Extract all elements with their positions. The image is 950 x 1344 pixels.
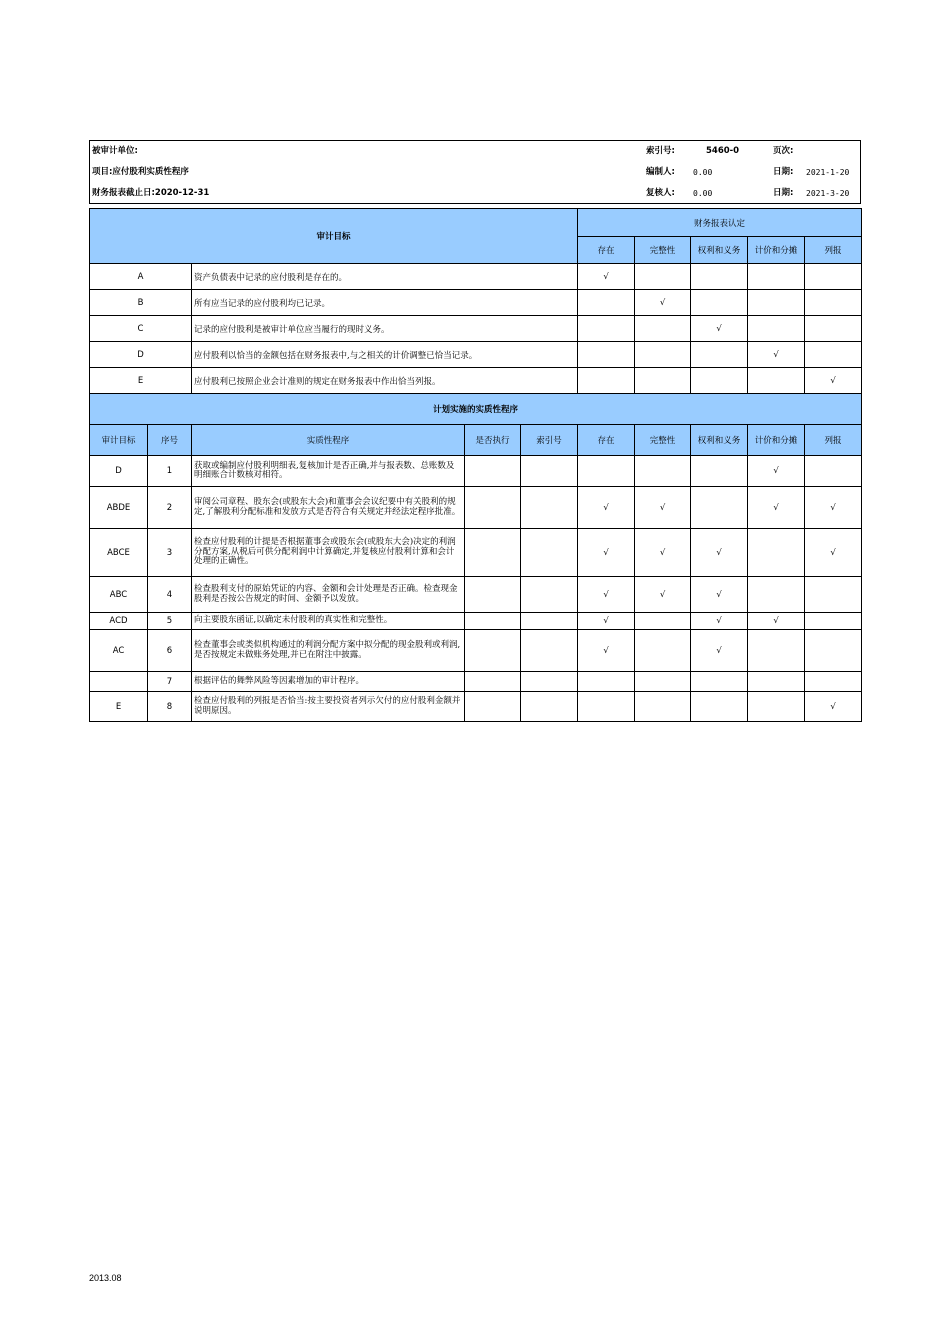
audit-program-table [89,208,862,722]
check-mark: √ [691,529,748,577]
objective-code: E [90,368,192,394]
objective-text: 资产负债表中记录的应付股利是存在的。 [192,264,578,290]
objective-text: 记录的应付股利是被审计单位应当履行的现时义务。 [192,316,578,342]
procedure-target [90,672,148,692]
col-valuation: 计价和分摊 [748,425,805,456]
procedure-row [90,529,862,577]
col-index: 索引号 [521,425,578,456]
check-mark [805,264,862,290]
prepare-date-label: 日期: [773,167,794,177]
check-mark [691,456,748,487]
procedure-target: ABC [90,577,148,613]
procedures-title-row [90,394,862,425]
check-mark [635,342,691,368]
objective-text: 所有应当记录的应付股利均已记录。 [192,290,578,316]
check-mark: √ [805,368,862,394]
check-mark [578,456,635,487]
procedure-text: 检查应付股利的列报是否恰当:按主要投资者列示欠付的应付股利金额并说明原因。 [192,692,465,722]
procedure-no: 7 [148,672,192,692]
check-mark: √ [635,487,691,529]
procedure-text: 检查应付股利的计提是否根据董事会或股东会(或股东大会)决定的利润分配方案,从税后可供分配利润中计算确定,并复核应付股利计算和会计处理的正确性。 [192,529,465,577]
procedures-title: 计划实施的实质性程序 [90,394,862,425]
index-cell [521,672,578,692]
procedure-target: ABDE [90,487,148,529]
index-cell [521,487,578,529]
check-mark: √ [748,613,805,630]
check-mark: √ [578,630,635,672]
check-mark [578,290,635,316]
check-mark: √ [805,487,862,529]
procedure-row [90,487,862,529]
prepare-date-value: 2021-1-20 [806,168,850,177]
col-presentation: 列报 [805,425,862,456]
header-row-1 [90,141,860,162]
objectives-title: 审计目标 [90,209,578,264]
index-cell [521,456,578,487]
check-mark [691,368,748,394]
audited-unit-label: 被审计单位: [92,146,138,156]
index-cell [521,630,578,672]
procedure-target: ACD [90,613,148,630]
col-no: 序号 [148,425,192,456]
procedure-no: 1 [148,456,192,487]
project-label: 项目:应付股利实质性程序 [92,167,189,177]
col-completeness: 完整性 [635,425,691,456]
index-label: 索引号: [646,146,675,156]
check-mark [691,692,748,722]
assertion-presentation: 列报 [805,237,862,264]
check-mark [748,672,805,692]
procedure-no: 3 [148,529,192,577]
objectives-header-row [90,209,862,237]
index-cell [521,692,578,722]
check-mark: √ [578,613,635,630]
preparer-label: 编制人: [646,167,675,177]
objective-row [90,316,862,342]
check-mark: √ [691,577,748,613]
check-mark: √ [691,613,748,630]
procedure-row [90,672,862,692]
check-mark: √ [691,630,748,672]
check-mark: √ [578,577,635,613]
check-mark [748,368,805,394]
check-mark [691,672,748,692]
check-mark [805,672,862,692]
check-mark: √ [578,529,635,577]
executed-cell [465,529,521,577]
review-date-label: 日期: [773,188,794,198]
check-mark: √ [691,316,748,342]
check-mark: √ [748,456,805,487]
procedure-no: 8 [148,692,192,722]
check-mark [691,264,748,290]
executed-cell [465,613,521,630]
check-mark [805,613,862,630]
procedure-row [90,613,862,630]
objective-row [90,264,862,290]
objective-text: 应付股利已按照企业会计准则的规定在财务报表中作出恰当列报。 [192,368,578,394]
check-mark [748,290,805,316]
procedure-row [90,577,862,613]
col-target: 审计目标 [90,425,148,456]
page-label: 页次: [773,146,794,156]
preparer-value: 0.00 [693,168,713,177]
check-mark [805,316,862,342]
check-mark [578,316,635,342]
procedure-text: 检查董事会或类似机构通过的利润分配方案中拟分配的现金股利或利润,是否按规定未做账务处理,并已在附注中披露。 [192,630,465,672]
procedure-target: D [90,456,148,487]
procedure-text: 获取或编制应付股利明细表,复核加计是否正确,并与报表数、总账数及明细账合计数核对相符。 [192,456,465,487]
procedure-row [90,630,862,672]
check-mark [578,368,635,394]
index-cell [521,577,578,613]
index-cell [521,613,578,630]
check-mark [805,456,862,487]
procedure-target: ABCE [90,529,148,577]
procedure-text: 检查股利支付的原始凭证的内容、金额和会计处理是否正确。检查现金股利是否按公告规定的时间、金额予以发放。 [192,577,465,613]
col-procedure: 实质性程序 [192,425,465,456]
check-mark [805,577,862,613]
assertion-completeness: 完整性 [635,237,691,264]
assertion-rights: 权利和义务 [691,237,748,264]
assertion-existence: 存在 [578,237,635,264]
procedure-text: 审阅公司章程、股东会(或股东大会)和董事会会议纪要中有关股利的规定,了解股利分配标准和发放方式是否符合有关规定并经法定程序批准。 [192,487,465,529]
check-mark [748,529,805,577]
procedure-row [90,456,862,487]
check-mark [635,692,691,722]
reviewer-label: 复核人: [646,188,675,198]
check-mark [578,692,635,722]
check-mark: √ [578,487,635,529]
header-row-2 [90,162,860,183]
check-mark [578,672,635,692]
check-mark [748,692,805,722]
procedure-text: 向主要股东函证,以确定未付股利的真实性和完整性。 [192,613,465,630]
check-mark [748,630,805,672]
procedure-no: 2 [148,487,192,529]
col-existence: 存在 [578,425,635,456]
check-mark [635,630,691,672]
check-mark [691,342,748,368]
check-mark [748,316,805,342]
procedure-target: AC [90,630,148,672]
col-executed: 是否执行 [465,425,521,456]
objective-code: B [90,290,192,316]
check-mark [748,577,805,613]
procedure-text: 根据评估的舞弊风险等因素增加的审计程序。 [192,672,465,692]
procedure-no: 6 [148,630,192,672]
objective-row [90,290,862,316]
check-mark [691,290,748,316]
check-mark [805,290,862,316]
check-mark: √ [748,487,805,529]
executed-cell [465,630,521,672]
executed-cell [465,672,521,692]
check-mark [578,342,635,368]
index-value: 5460-0 [706,146,740,156]
executed-cell [465,577,521,613]
check-mark: √ [805,692,862,722]
col-rights: 权利和义务 [691,425,748,456]
check-mark: √ [635,529,691,577]
procedure-no: 4 [148,577,192,613]
executed-cell [465,692,521,722]
check-mark: √ [748,342,805,368]
check-mark [635,456,691,487]
check-mark: √ [635,290,691,316]
objective-row [90,342,862,368]
check-mark [635,316,691,342]
objective-code: D [90,342,192,368]
executed-cell [465,487,521,529]
objective-row [90,368,862,394]
executed-cell [465,456,521,487]
check-mark: √ [635,577,691,613]
check-mark: √ [805,529,862,577]
assertion-group-title: 财务报表认定 [578,209,862,237]
objective-code: C [90,316,192,342]
version-footer: 2013.08 [89,1273,122,1283]
check-mark [635,368,691,394]
workpaper-header [89,140,861,204]
check-mark [691,487,748,529]
period-end-label: 财务报表截止日:2020-12-31 [92,188,210,198]
assertion-valuation: 计价和分摊 [748,237,805,264]
check-mark: √ [578,264,635,290]
review-date-value: 2021-3-20 [806,189,850,198]
procedure-no: 5 [148,613,192,630]
check-mark [635,672,691,692]
index-cell [521,529,578,577]
header-row-3 [90,183,860,204]
objective-code: A [90,264,192,290]
check-mark [805,630,862,672]
objective-text: 应付股利以恰当的金额包括在财务报表中,与之相关的计价调整已恰当记录。 [192,342,578,368]
reviewer-value: 0.00 [693,189,713,198]
procedures-header-row [90,425,862,456]
procedure-target: E [90,692,148,722]
check-mark [748,264,805,290]
check-mark [635,264,691,290]
check-mark [635,613,691,630]
procedure-row [90,692,862,722]
check-mark [805,342,862,368]
